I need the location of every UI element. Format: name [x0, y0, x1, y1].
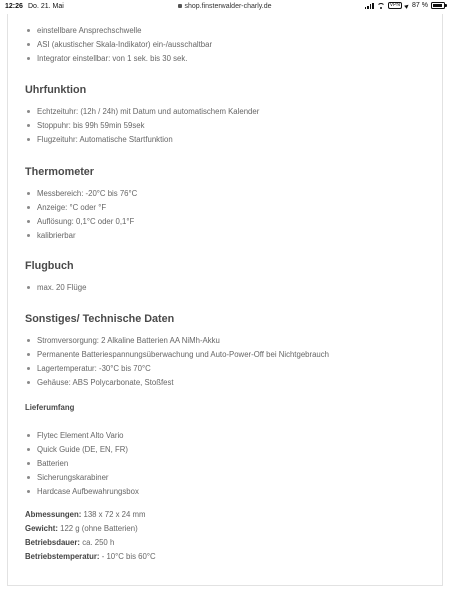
list-item: Integrator einstellbar: von 1 sek. bis 30 sek.: [25, 52, 425, 66]
description-content: [25, 24, 425, 564]
list-item: Batterien: [25, 457, 425, 471]
bullet-icon: [27, 206, 30, 209]
location-icon: [405, 3, 409, 8]
battery-icon: [431, 2, 445, 9]
flugbuch-list: [25, 281, 425, 295]
section-heading-sonstiges: Sonstiges/ Technische Daten: [25, 313, 175, 325]
vario-feature-list: [25, 24, 425, 66]
wifi-icon: [377, 3, 385, 9]
list-item: einstellbare Ansprechschwelle: [25, 24, 425, 38]
list-item: ASI (akustischer Skala-Indikator) ein-/ausschaltbar: [25, 38, 425, 52]
bullet-icon: [27, 434, 30, 437]
bullet-icon: [27, 43, 30, 46]
bullet-icon: [27, 462, 30, 465]
bullet-icon: [27, 286, 30, 289]
list-item: Sicherungskarabiner: [25, 471, 425, 485]
list-item: Anzeige: °C oder °F: [25, 201, 425, 215]
status-time: 12:26: [5, 3, 23, 10]
list-item: Flugzeituhr: Automatische Startfunktion: [25, 133, 425, 147]
bullet-icon: [27, 220, 30, 223]
bullet-icon: [27, 57, 30, 60]
list-item: Permanente Batteriespannungsüberwachung und Auto-Power-Off bei Nichtgebrauch: [25, 348, 425, 362]
vpn-badge: VPN: [389, 2, 401, 8]
list-item: Messbereich: -20°C bis 76°C: [25, 187, 425, 201]
list-item: Stromversorgung: 2 Alkaline Batterien AA NiMh-Akku: [25, 334, 425, 348]
bullet-icon: [27, 138, 30, 141]
thermometer-list: [25, 187, 425, 243]
battery-percent: 87 %: [412, 2, 428, 9]
bullet-icon: [27, 192, 30, 195]
section-heading-lieferumfang: Lieferumfang: [25, 403, 75, 412]
bullet-icon: [27, 29, 30, 32]
spec-weight: Gewicht: 122 g (ohne Batterien): [25, 524, 138, 533]
list-item: Hardcase Aufbewahrungsbox: [25, 485, 425, 499]
list-item: Auflösung: 0,1°C oder 0,1°F: [25, 215, 425, 229]
bullet-icon: [27, 367, 30, 370]
list-item: Flytec Element Alto Vario: [25, 429, 425, 443]
spec-operating-temperature: Betriebstemperatur: - 10°C bis 60°C: [25, 552, 156, 561]
bullet-icon: [27, 234, 30, 237]
lock-icon: [178, 4, 182, 8]
list-item: Echtzeituhr: (12h / 24h) mit Datum und automatischem Kalender: [25, 105, 425, 119]
url-text: shop.finsterwalder-charly.de: [184, 3, 272, 10]
spec-dimensions: Abmessungen: 138 x 72 x 24 mm: [25, 510, 146, 519]
bullet-icon: [27, 124, 30, 127]
signal-icon: [365, 3, 374, 9]
list-item: Stoppuhr: bis 99h 59min 59sek: [25, 119, 425, 133]
bullet-icon: [27, 448, 30, 451]
bullet-icon: [27, 339, 30, 342]
lieferumfang-list: [25, 429, 425, 499]
spec-runtime: Betriebsdauer: ca. 250 h: [25, 538, 115, 547]
uhrfunktion-list: [25, 105, 425, 147]
bullet-icon: [27, 381, 30, 384]
list-item: kalibrierbar: [25, 229, 425, 243]
list-item: Lagertemperatur: -30°C bis 70°C: [25, 362, 425, 376]
list-item: max. 20 Flüge: [25, 281, 425, 295]
list-item: Quick Guide (DE, EN, FR): [25, 443, 425, 457]
bullet-icon: [27, 476, 30, 479]
status-icons: [365, 2, 445, 9]
sonstiges-list: [25, 334, 425, 390]
section-heading-uhrfunktion: Uhrfunktion: [25, 84, 87, 96]
bullet-icon: [27, 490, 30, 493]
bullet-icon: [27, 110, 30, 113]
status-bar: [0, 0, 450, 13]
bullet-icon: [27, 353, 30, 356]
list-item: Gehäuse: ABS Polycarbonate, Stoßfest: [25, 376, 425, 390]
section-heading-thermometer: Thermometer: [25, 166, 94, 178]
status-date: Do. 21. Mai: [28, 3, 64, 10]
section-heading-flugbuch: Flugbuch: [25, 260, 74, 272]
product-description-card: [7, 14, 443, 586]
